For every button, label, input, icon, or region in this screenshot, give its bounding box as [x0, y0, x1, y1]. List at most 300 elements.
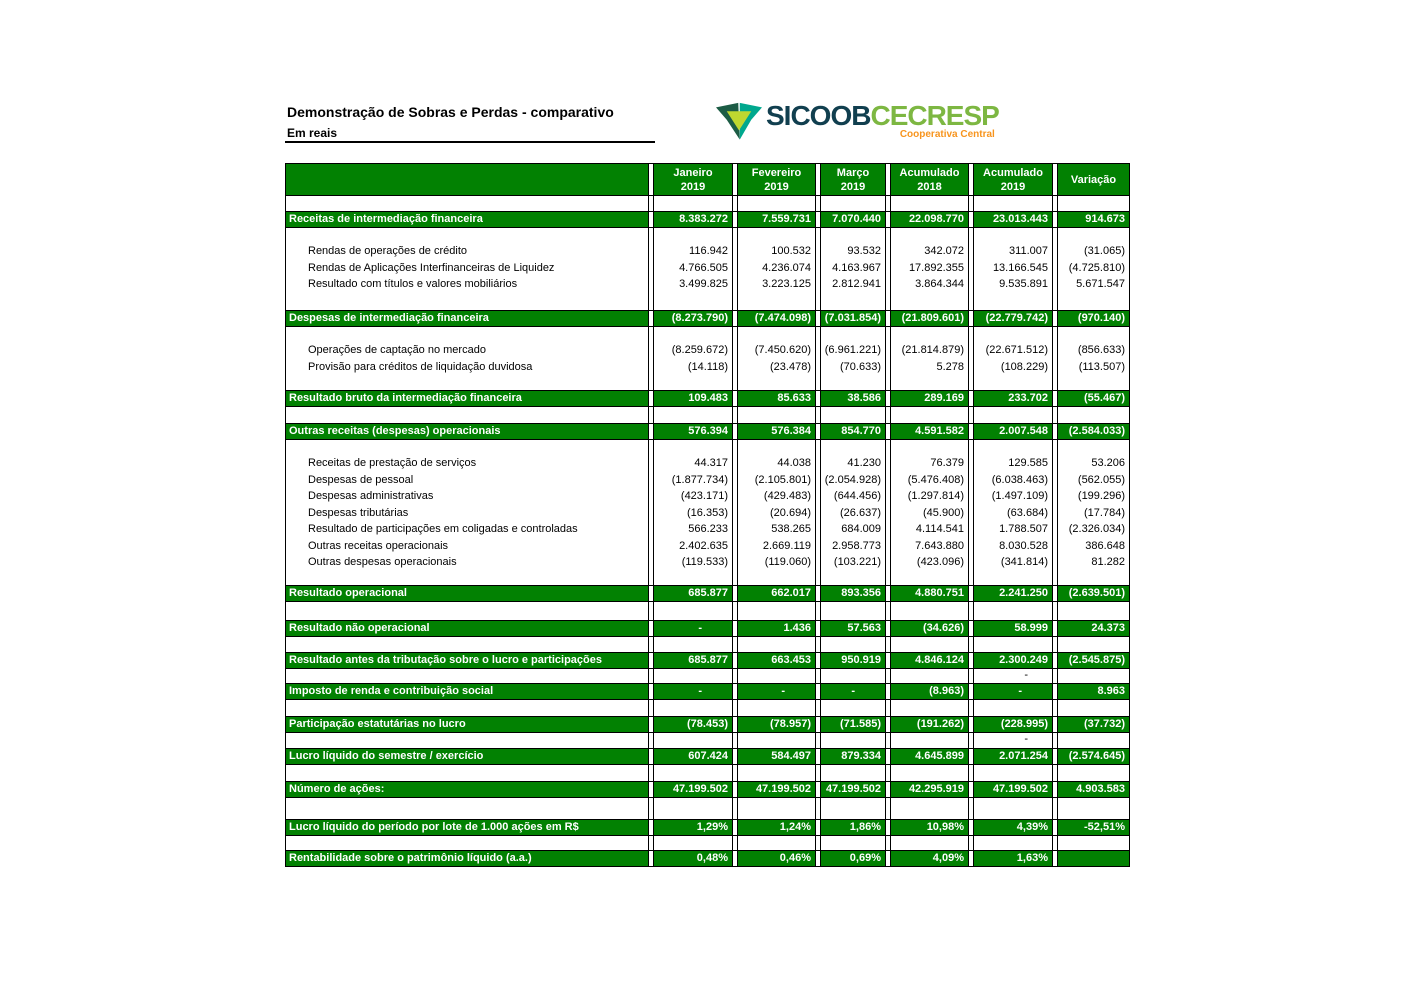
detail-values — [737, 440, 816, 585]
logo-text — [766, 101, 999, 140]
detail-labels — [285, 228, 649, 310]
spacer-cell — [973, 700, 1053, 716]
detail-value: 5.671.547 — [1076, 278, 1125, 290]
spacer-cell — [737, 407, 816, 423]
detail-values — [1057, 228, 1130, 310]
spacer-cell — [737, 765, 816, 781]
spacer-cell — [973, 602, 1053, 620]
section-row — [285, 620, 1130, 637]
spacer-cell — [737, 798, 816, 819]
detail-value: 9.535.891 — [999, 278, 1048, 290]
detail-value: (2.054.928) — [824, 473, 881, 486]
value-cell: 685.877 — [653, 586, 733, 601]
value-cell: (8.273.790) — [653, 311, 733, 326]
detail-value: (562.055) — [1077, 473, 1125, 486]
value-cell: (34.626) — [890, 621, 969, 636]
value-cell: (7.031.854) — [820, 311, 886, 326]
value-cell: 663.453 — [737, 653, 816, 668]
section-row — [285, 716, 1130, 733]
spacer-cell — [820, 798, 886, 819]
detail-value: (4.725.810) — [1068, 261, 1125, 274]
detail-block — [285, 327, 1130, 390]
detail-value: (423.096) — [916, 556, 964, 568]
value-cell: (2.639.501) — [1057, 586, 1130, 601]
value-cell: 2.300.249 — [973, 653, 1053, 668]
section-row — [285, 423, 1130, 440]
value-cell: 8.383.272 — [653, 212, 733, 227]
spacer-cell — [653, 733, 733, 748]
spacer-cell — [285, 765, 649, 781]
detail-value: 3.499.825 — [679, 278, 728, 290]
spacer-cell — [820, 836, 886, 850]
detail-value: (31.065) — [1084, 245, 1125, 257]
detail-value: 44.317 — [694, 457, 728, 469]
column-header — [653, 164, 733, 195]
title-divider — [285, 141, 655, 143]
value-cell: 0,46% — [737, 851, 816, 866]
section-row — [285, 850, 1130, 867]
section-row — [285, 585, 1130, 602]
spacer-cell — [820, 637, 886, 652]
spacer-cell — [820, 733, 886, 748]
spacer-cell — [890, 733, 969, 748]
sicoob-mark-icon — [716, 101, 762, 143]
detail-label: Rendas de Aplicações Interfinanceiras de Liquidez — [308, 261, 555, 274]
spacer-cell — [1057, 765, 1130, 781]
column-header — [973, 164, 1053, 195]
spacer-cell — [1057, 407, 1130, 423]
spacer-cell — [285, 602, 649, 620]
spacer-cell — [820, 407, 886, 423]
detail-value: (22.671.512) — [985, 344, 1048, 356]
spacer-cell — [737, 602, 816, 620]
spacer-cell — [1057, 700, 1130, 716]
detail-value: (8.259.672) — [671, 344, 728, 356]
spacer-cell — [653, 196, 733, 211]
value-cell: 47.199.502 — [737, 782, 816, 797]
spacer-cell — [653, 637, 733, 652]
detail-values — [737, 228, 816, 310]
spacer-cell — [285, 700, 649, 716]
detail-label: Outras despesas operacionais — [308, 556, 457, 568]
value-cell: 576.384 — [737, 424, 816, 439]
detail-block — [285, 440, 1130, 585]
header-line: Março — [836, 166, 870, 179]
header-line: 2019 — [680, 180, 706, 193]
value-cell: 4.846.124 — [890, 653, 969, 668]
detail-values — [890, 327, 969, 390]
detail-labels — [285, 327, 649, 390]
detail-value: (856.633) — [1077, 344, 1125, 356]
value-cell: 58.999 — [973, 621, 1053, 636]
detail-value: 5.278 — [936, 360, 964, 373]
value-cell: 576.394 — [653, 424, 733, 439]
detail-value: 17.892.355 — [908, 261, 964, 274]
column-header — [1057, 164, 1130, 195]
detail-labels — [285, 440, 649, 585]
value-cell: 4.903.583 — [1057, 782, 1130, 797]
row-label: Resultado não operacional — [285, 621, 649, 636]
value-cell: 1,63% — [973, 851, 1053, 866]
spacer-row — [285, 196, 1130, 211]
spacer-row — [285, 700, 1130, 716]
detail-value: 129.585 — [1008, 457, 1048, 469]
brand-primary: SICOOB — [766, 100, 871, 131]
value-cell: 2.241.250 — [973, 586, 1053, 601]
detail-value: (199.296) — [1077, 490, 1125, 502]
detail-label: Rendas de operações de crédito — [308, 245, 467, 257]
value-cell: (2.545.875) — [1057, 653, 1130, 668]
detail-values — [890, 228, 969, 310]
value-cell: 2.071.254 — [973, 749, 1053, 764]
header-line: Acumulado — [899, 166, 960, 179]
value-cell: - — [653, 684, 733, 699]
value-cell: 23.013.443 — [973, 212, 1053, 227]
brand-secondary: CECRESP — [870, 100, 999, 131]
row-label: Outras receitas (despesas) operacionais — [285, 424, 649, 439]
spacer-cell — [820, 669, 886, 683]
value-cell: (2.584.033) — [1057, 424, 1130, 439]
header-line: Janeiro — [673, 166, 713, 179]
detail-value: 538.265 — [771, 523, 811, 535]
row-label: Participação estatutárias no lucro — [285, 717, 649, 732]
spacer-cell — [973, 407, 1053, 423]
detail-values — [653, 440, 733, 585]
detail-value: (2.105.801) — [754, 473, 811, 486]
value-cell: (2.574.645) — [1057, 749, 1130, 764]
value-cell: 47.199.502 — [973, 782, 1053, 797]
detail-value: (644.456) — [833, 490, 881, 502]
detail-value: (1.497.109) — [991, 490, 1048, 502]
detail-values — [653, 327, 733, 390]
detail-value: 2.402.635 — [679, 539, 728, 552]
detail-label: Despesas tributárias — [308, 506, 409, 519]
value-cell: 22.098.770 — [890, 212, 969, 227]
value-cell: - — [820, 684, 886, 699]
spacer-cell — [890, 602, 969, 620]
value-cell: 57.563 — [820, 621, 886, 636]
spacer-cell — [285, 669, 649, 683]
detail-label: Receitas de prestação de serviços — [308, 457, 477, 469]
value-cell: 914.673 — [1057, 212, 1130, 227]
detail-value: (103.221) — [833, 556, 881, 568]
spacer-cell — [1057, 798, 1130, 819]
spacer-cell — [1057, 637, 1130, 652]
value-cell: 1,86% — [820, 820, 886, 835]
header-line: 2019 — [764, 180, 789, 193]
detail-value: 116.942 — [689, 245, 728, 257]
value-cell — [1057, 851, 1130, 866]
value-cell: 893.356 — [820, 586, 886, 601]
spacer-cell — [890, 637, 969, 652]
spacer-cell — [653, 407, 733, 423]
value-cell: (8.963) — [890, 684, 969, 699]
column-header — [890, 164, 969, 195]
spacer-cell — [737, 669, 816, 683]
detail-values — [820, 327, 886, 390]
detail-block — [285, 228, 1130, 310]
value-cell: 1,29% — [653, 820, 733, 835]
detail-value: 4.236.074 — [762, 261, 811, 274]
header-line: Fevereiro — [751, 166, 802, 179]
value-cell: 662.017 — [737, 586, 816, 601]
value-cell: (970.140) — [1057, 311, 1130, 326]
header-line: 2019 — [1000, 180, 1026, 193]
spacer-cell — [820, 602, 886, 620]
spacer-row — [285, 733, 1130, 748]
logo-tagline: Cooperativa Central — [899, 129, 995, 140]
detail-values — [973, 327, 1053, 390]
value-cell: 950.919 — [820, 653, 886, 668]
detail-value: 566.233 — [688, 523, 728, 535]
value-cell: 8.963 — [1057, 684, 1130, 699]
detail-value: 684.009 — [841, 523, 881, 535]
detail-label: Despesas administrativas — [308, 490, 434, 502]
detail-value: (14.118) — [687, 360, 728, 373]
detail-label: Provisão para créditos de liquidação duvidosa — [308, 360, 533, 373]
spacer-cell — [890, 669, 969, 683]
spacer-cell — [1057, 669, 1130, 683]
spacer-cell — [820, 765, 886, 781]
detail-value: (70.633) — [840, 360, 881, 373]
detail-values — [737, 327, 816, 390]
detail-value: (23.478) — [770, 360, 811, 373]
value-cell: 0,69% — [820, 851, 886, 866]
detail-value: 41.230 — [847, 457, 881, 469]
detail-values — [1057, 440, 1130, 585]
spacer-cell — [890, 700, 969, 716]
detail-value: (7.450.620) — [754, 344, 811, 356]
spacer-cell — [1057, 196, 1130, 211]
row-label: Resultado antes da tributação sobre o lucro e participações — [285, 653, 649, 668]
spacer-cell — [653, 836, 733, 850]
detail-value: (21.814.879) — [901, 344, 964, 356]
detail-value: 8.030.528 — [999, 539, 1048, 552]
row-label: Lucro líquido do período por lote de 1.000 ações em R$ — [285, 820, 649, 835]
detail-label: Resultado de participações em coligadas e controladas — [308, 523, 578, 535]
spacer-cell — [285, 637, 649, 652]
detail-values — [820, 440, 886, 585]
header-line: 2019 — [840, 180, 866, 193]
detail-value: (1.877.734) — [671, 473, 728, 486]
section-row — [285, 652, 1130, 669]
row-label: Receitas de intermediação financeira — [285, 212, 649, 227]
spacer-cell — [890, 765, 969, 781]
value-cell: 0,48% — [653, 851, 733, 866]
section-row — [285, 211, 1130, 228]
section-row — [285, 819, 1130, 836]
detail-label: Resultado com títulos e valores mobiliários — [308, 278, 518, 290]
row-label: Imposto de renda e contribuição social — [285, 684, 649, 699]
value-cell: 1.436 — [737, 621, 816, 636]
value-cell: 4.591.582 — [890, 424, 969, 439]
value-cell: 854.770 — [820, 424, 886, 439]
detail-value: (20.694) — [770, 506, 811, 519]
spacer-cell — [285, 196, 649, 211]
value-cell: (191.262) — [890, 717, 969, 732]
detail-value: (63.684) — [1007, 506, 1048, 519]
column-header — [737, 164, 816, 195]
value-cell: - — [973, 684, 1053, 699]
detail-value: (16.353) — [687, 506, 728, 519]
detail-value: (17.784) — [1084, 506, 1125, 519]
spacer-row — [285, 407, 1130, 423]
detail-label: Despesas de pessoal — [308, 473, 414, 486]
section-row — [285, 390, 1130, 407]
section-row — [285, 310, 1130, 327]
value-cell: - — [737, 684, 816, 699]
detail-value: 81.282 — [1091, 556, 1125, 568]
detail-value: 386.648 — [1085, 539, 1125, 552]
value-cell: 42.295.919 — [890, 782, 969, 797]
detail-value: 76.379 — [930, 457, 964, 469]
spacer-cell — [737, 836, 816, 850]
detail-value: (1.297.814) — [907, 490, 964, 502]
detail-value: 3.864.344 — [915, 278, 964, 290]
spacer-row — [285, 836, 1130, 850]
value-cell: 1,24% — [737, 820, 816, 835]
value-cell: 7.070.440 — [820, 212, 886, 227]
value-cell: 7.559.731 — [737, 212, 816, 227]
detail-value: (2.326.034) — [1068, 523, 1125, 535]
detail-values — [973, 228, 1053, 310]
row-label: Despesas de intermediação financeira — [285, 311, 649, 326]
value-cell: 47.199.502 — [820, 782, 886, 797]
sicoob-logo — [716, 101, 999, 143]
detail-value: (45.900) — [923, 506, 964, 519]
spacer-cell — [285, 407, 649, 423]
detail-value: 93.532 — [847, 245, 881, 257]
spacer-row — [285, 765, 1130, 781]
value-cell: (21.809.601) — [890, 311, 969, 326]
value-cell: (7.474.098) — [737, 311, 816, 326]
value-cell: 38.586 — [820, 391, 886, 406]
logo-wordmark — [766, 101, 999, 131]
row-label: Resultado operacional — [285, 586, 649, 601]
header-line: Variação — [1070, 173, 1117, 186]
row-label: Lucro líquido do semestre / exercício — [285, 749, 649, 764]
detail-label: Outras receitas operacionais — [308, 539, 449, 552]
detail-value: 2.669.119 — [762, 539, 811, 552]
spacer-cell — [1057, 602, 1130, 620]
section-row — [285, 781, 1130, 798]
value-cell: 109.483 — [653, 391, 733, 406]
detail-value: 311.007 — [1009, 245, 1048, 257]
detail-value: (26.637) — [840, 506, 881, 519]
detail-values — [973, 440, 1053, 585]
page-title: Demonstração de Sobras e Perdas - comparativo — [287, 104, 614, 120]
value-cell: (55.467) — [1057, 391, 1130, 406]
detail-value: (429.483) — [763, 490, 811, 502]
value-cell: 2.007.548 — [973, 424, 1053, 439]
detail-value: 1.788.507 — [999, 523, 1048, 535]
value-cell: 4,09% — [890, 851, 969, 866]
value-cell: - — [653, 621, 733, 636]
value-cell: 4.880.751 — [890, 586, 969, 601]
value-cell: 607.424 — [653, 749, 733, 764]
spacer-cell — [973, 196, 1053, 211]
header-row — [285, 163, 1130, 196]
spacer-cell — [737, 733, 816, 748]
detail-value: (119.060) — [764, 556, 811, 568]
value-cell: 289.169 — [890, 391, 969, 406]
value-cell: (37.732) — [1057, 717, 1130, 732]
row-label: Número de ações: — [285, 782, 649, 797]
spacer-cell — [890, 836, 969, 850]
header-label-cell — [285, 164, 649, 195]
detail-values — [890, 440, 969, 585]
spacer-row — [285, 669, 1130, 683]
detail-value: 342.072 — [924, 245, 964, 257]
detail-value: (6.038.463) — [991, 473, 1048, 486]
detail-value: (423.171) — [680, 490, 728, 502]
detail-values — [1057, 327, 1130, 390]
spacer-cell — [653, 700, 733, 716]
spacer-cell — [737, 637, 816, 652]
spacer-row — [285, 602, 1130, 620]
detail-values — [653, 228, 733, 310]
spacer-cell — [285, 836, 649, 850]
spacer-cell — [653, 765, 733, 781]
detail-value: 44.038 — [777, 457, 811, 469]
financial-table — [285, 163, 1130, 867]
spacer-cell — [653, 602, 733, 620]
value-cell: 879.334 — [820, 749, 886, 764]
value-cell: 685.877 — [653, 653, 733, 668]
spacer-cell — [285, 733, 649, 748]
detail-value: 4.114.541 — [915, 523, 964, 535]
spacer-cell — [973, 798, 1053, 819]
spacer-cell — [653, 669, 733, 683]
detail-value: (5.476.408) — [907, 473, 964, 486]
value-cell: (78.957) — [737, 717, 816, 732]
spacer-cell — [820, 196, 886, 211]
header-line: 2018 — [917, 180, 942, 193]
column-header — [820, 164, 886, 195]
value-cell: 4,39% — [973, 820, 1053, 835]
spacer-cell — [973, 637, 1053, 652]
value-cell: 4.645.899 — [890, 749, 969, 764]
value-cell: 233.702 — [973, 391, 1053, 406]
spacer-cell — [973, 836, 1053, 850]
value-cell: 24.373 — [1057, 621, 1130, 636]
spacer-cell — [285, 798, 649, 819]
value-cell: (22.779.742) — [973, 311, 1053, 326]
spacer-cell — [890, 407, 969, 423]
spacer-cell — [973, 765, 1053, 781]
detail-value: 2.812.941 — [832, 278, 881, 290]
value-cell: 10,98% — [890, 820, 969, 835]
spacer-row — [285, 798, 1130, 819]
value-cell: 85.633 — [737, 391, 816, 406]
value-cell: 47.199.502 — [653, 782, 733, 797]
value-cell: 584.497 — [737, 749, 816, 764]
spacer-cell: - — [973, 669, 1053, 683]
value-cell: (228.995) — [973, 717, 1053, 732]
spacer-cell — [820, 700, 886, 716]
spacer-cell — [737, 196, 816, 211]
spacer-row — [285, 637, 1130, 652]
detail-value: (341.814) — [1000, 556, 1048, 568]
page-subtitle: Em reais — [287, 126, 338, 140]
detail-value: (6.961.221) — [824, 344, 881, 356]
value-cell: -52,51% — [1057, 820, 1130, 835]
spacer-cell — [890, 196, 969, 211]
detail-value: 100.532 — [771, 245, 811, 257]
value-cell: (71.585) — [820, 717, 886, 732]
detail-values — [820, 228, 886, 310]
detail-value: 2.958.773 — [832, 539, 881, 552]
